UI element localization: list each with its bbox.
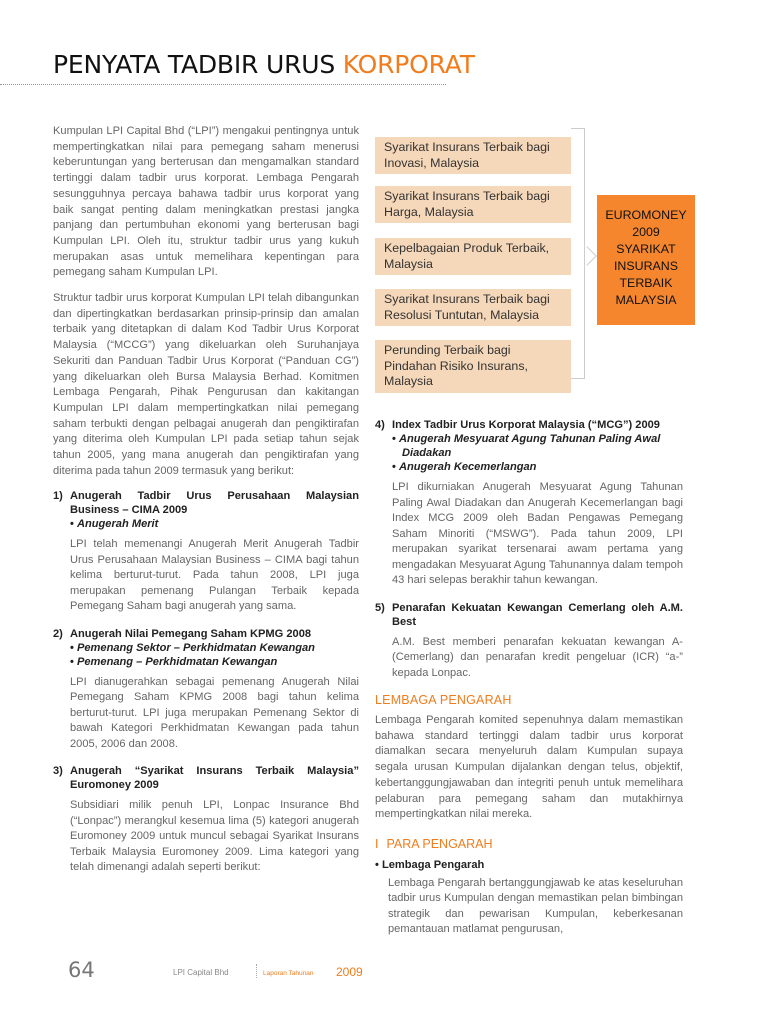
badge-line: MALAYSIA — [615, 293, 677, 307]
award-category-3: Kepelbagaian Produk Terbaik, Malaysia — [375, 238, 571, 275]
arrow-right-icon — [577, 246, 597, 266]
footer-divider — [256, 964, 257, 978]
board-bullet: • Lembaga Pengarah — [375, 859, 683, 871]
item-body: LPI dianugerahkan sebagai pemenang Anugerah Nilai Pemegang Saham KPMG 2008 bagi tahun kelima berturut-turut. LPI juga merupakan Pemenang Sektor di bawah Kategori Perkhidmatan Kewangan pada tahun 2005, 2006 dan 2008. — [70, 675, 359, 750]
bracket-top — [571, 128, 585, 129]
award-item-5 — [375, 601, 683, 682]
title-main: PENYATA TADBIR URUS — [53, 50, 336, 79]
item-heading: Anugerah Nilai Pemegang Saham KPMG 2008 — [70, 627, 312, 640]
award-item-2 — [53, 627, 359, 753]
award-category-2: Syarikat Insurans Terbaik bagi Harga, Malaysia — [375, 186, 571, 223]
badge-line: TERBAIK — [619, 276, 673, 290]
item-heading: Index Tadbir Urus Korporat Malaysia (“MCG”) 2009 — [392, 419, 660, 431]
item-bullet: • Anugerah Merit — [70, 517, 359, 531]
title-accent: KORPORAT — [342, 50, 475, 79]
item-heading: Penarafan Kekuatan Kewangan Cemerlang oleh A.M. Best — [392, 601, 683, 628]
badge-line: INSURANS — [613, 259, 679, 273]
item-number: 2) — [53, 627, 63, 640]
page-title — [53, 50, 475, 79]
report-label: Laporan Tahunan — [263, 970, 314, 977]
right-column — [375, 418, 683, 938]
badge-line: SYARIKAT — [616, 242, 676, 256]
item-heading: Anugerah “Syarikat Insurans Terbaik Malaysia” Euromoney 2009 — [70, 765, 359, 792]
item-body: A.M. Best memberi penarafan kekuatan kewangan A- (Cemerlang) dan penarafan kredit pengeluar (ICR) “a-” kepada Lonpac. — [392, 635, 683, 679]
subsection-marker: I — [375, 836, 379, 851]
item-bullet: • Anugerah Kecemerlangan — [392, 460, 683, 474]
euromoney-badge — [597, 195, 695, 325]
item-bullet: • Anugerah Mesyuarat Agung Tahunan Paling Awal Diadakan — [392, 432, 683, 460]
page-footer — [68, 952, 388, 992]
item-number: 3) — [53, 765, 63, 778]
title-divider — [0, 84, 446, 85]
badge-line: EUROMONEY — [605, 208, 687, 222]
left-column — [53, 124, 359, 888]
item-bullet: • Pemenang Sektor – Perkhidmatan Kewangan — [70, 641, 359, 655]
item-heading: Anugerah Tadbir Urus Perusahaan Malaysian Business – CIMA 2009 — [70, 490, 359, 517]
board-duties-paragraph: Lembaga Pengarah bertanggungjawab ke atas keseluruhan tadbir urus Kumpulan dengan memastikan pelan bimbingan strategik dan pewarisan Kumpulan, keberkesanan pemantauan matlamat pengurusan, — [388, 876, 683, 936]
award-item-4 — [375, 418, 683, 589]
item-body: LPI telah memenangi Anugerah Merit Anugerah Tadbir Urus Perusahaan Malaysian Business – CIMA bagi tahun kelima berturut-turut. Pada tahun 2008, LPI juga merupakan pemenang Pulangan Terbaik kepada Pemegang Saham bagi anugerah yang sama. — [70, 538, 359, 613]
euromoney-awards-diagram — [375, 128, 695, 408]
award-category-1: Syarikat Insurans Terbaik bagi Inovasi, Malaysia — [375, 137, 571, 174]
item-number: 4) — [375, 419, 385, 431]
award-item-3 — [53, 764, 359, 876]
subsection-heading — [375, 837, 683, 851]
section-heading: LEMBAGA PENGARAH — [375, 693, 512, 707]
subsection-title: PARA PENGARAH — [386, 836, 493, 851]
badge-line: 2009 — [632, 225, 660, 239]
item-number: 1) — [53, 490, 63, 503]
item-body: LPI dikurniakan Anugerah Mesyuarat Agung Tahunan Paling Awal Diadakan dan Anugerah Kecemerlangan bagi Index MCG 2009 oleh Badan Pengawas Pemegang Saham Minoriti (“MSWG”). Pada tahun 2009, LPI merupakan syarikat tersenarai awam pertama yang mengadakan Mesyuarat Agung Tahunannya dalam tempoh 43 hari selepas berakhir tahun kewangan. — [392, 481, 683, 586]
award-item-1 — [53, 489, 359, 615]
award-category-5: Perunding Terbaik bagi Pindahan Risiko Insurans, Malaysia — [375, 340, 571, 393]
intro-paragraph: Kumpulan LPI Capital Bhd (“LPI”) mengakui pentingnya untuk mempertingkatkan nilai para pemegang saham menerusi keberuntungan yang berterusan dan mengamalkan standard tertinggi dalam tadbir urus korporat. Lembaga Pengarah sesungguhnya percaya bahawa tadbir urus korporat yang baik sangat penting dalam meningkatkan prestasi jangka panjang dan pertumbuhan ekonomi yang berterusan bagi Kumpulan LPI. Oleh itu, struktur tadbir urus yang kukuh merupakan asas untuk memelihara kepentingan para pemegang saham Kumpulan LPI. — [53, 125, 359, 279]
report-year: 2009 — [336, 965, 363, 979]
structure-paragraph: Struktur tadbir urus korporat Kumpulan LPI telah dibangunkan dan dipertingkatkan berdasarkan prinsip-prinsip dan amalan terbaik yang ditetapkan di dalam Kod Tadbir Urus Korporat Malaysia (“MCCG”) yang dikeluarkan oleh Suruhanjaya Sekuriti dan Panduan Tadbir Urus Korporat (“Panduan CG”) yang dikeluarkan oleh Bursa Malaysia Berhad. Komitmen Lembaga Pengarah, Pihak Pengurusan dan kakitangan Kumpulan LPI dalam mempertingkatkan nilai pemegang saham terbukti dengan pelbagai anugerah dan pengiktirafan yang diterima oleh Kumpulan LPI pada setiap tahun sejak tahun 2005, yang mana anugerah dan pengiktirafan yang diterima pada tahun 2009 termasuk yang berikut: — [53, 292, 359, 477]
company-name: LPI Capital Bhd — [173, 968, 229, 977]
item-body: Subsidiari milik penuh LPI, Lonpac Insurance Bhd (“Lonpac”) merangkul kesemua lima (5) kategori anugerah Euromoney 2009 untuk muncul sebagai Syarikat Insurans Terbaik Malaysia Euromoney 2009. Lima kategori yang telah dimenangi adalah seperti berikut: — [70, 799, 359, 874]
page-number: 64 — [68, 958, 95, 982]
award-category-4: Syarikat Insurans Terbaik bagi Resolusi Tuntutan, Malaysia — [375, 289, 571, 326]
item-number: 5) — [375, 601, 385, 614]
bracket-bottom — [571, 378, 585, 379]
board-paragraph: Lembaga Pengarah komited sepenuhnya dalam memastikan bahawa standard tertinggi dalam tadbir urus korporat diamalkan secara menyeluruh dalam Kumpulan supaya segala urusan Kumpulan dijalankan dengan telus, objektif, kebertanggungjawaban dan integriti penuh untuk memelihara pelaburan para pemegang saham dan mutakhirnya mempertingkatkan nilai mereka. — [375, 714, 683, 821]
item-bullet: • Pemenang – Perkhidmatan Kewangan — [70, 655, 359, 669]
